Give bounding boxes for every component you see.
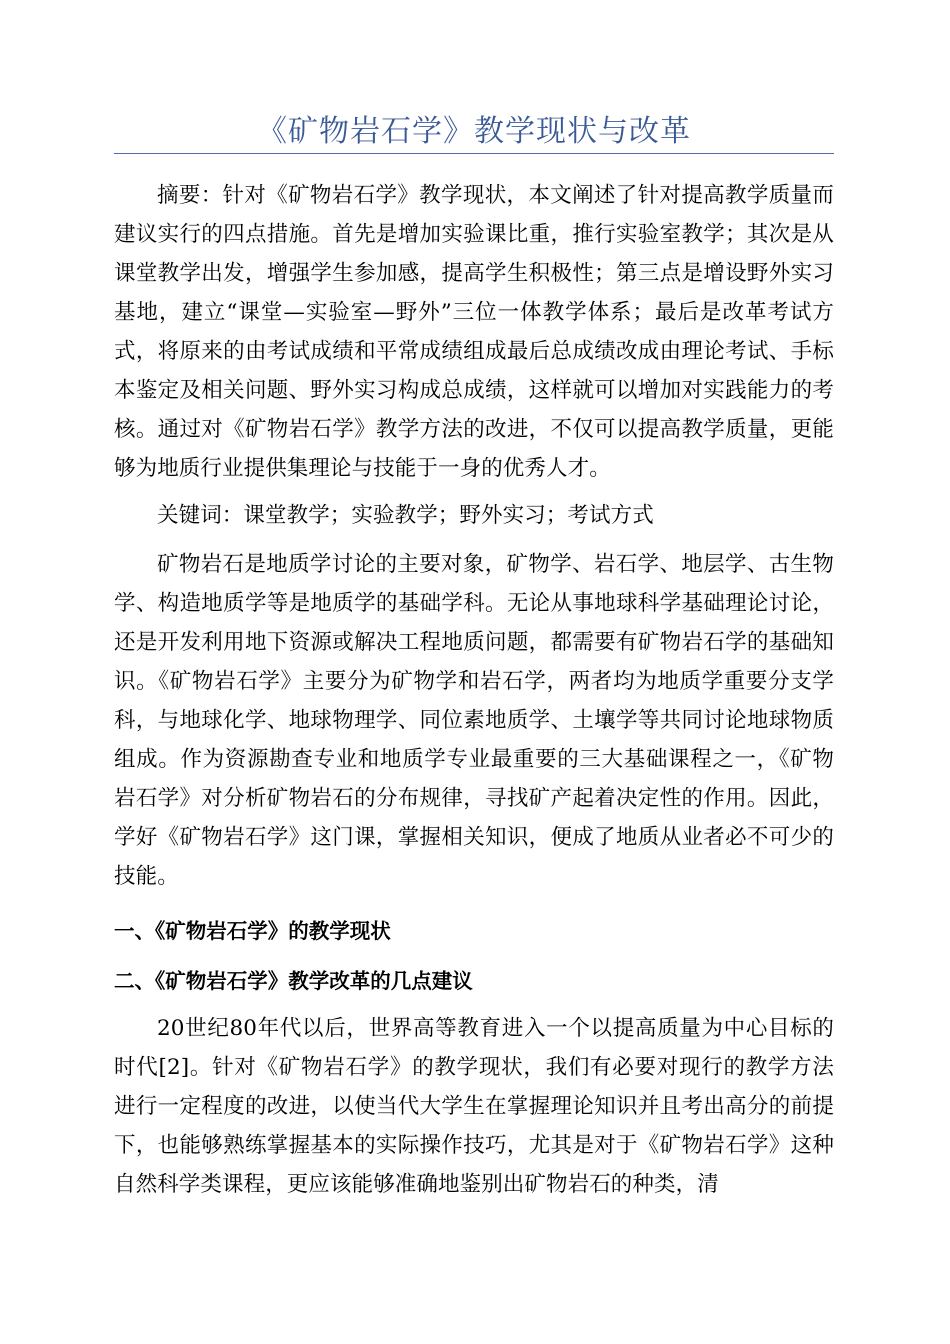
document-body [114, 176, 834, 1204]
abstract-paragraph: 摘要：针对《矿物岩石学》教学现状，本文阐述了针对提高教学质量而建议实行的四点措施。首先是增加实验课比重，推行实验室教学；其次是从课堂教学出发，增强学生参加感，提高学生积极性；第三点是增设野外实习基地，建立“课堂—实验室—野外”三位一体教学体系；最后是改革考试方式，将原来的由考试成绩和平常成绩组成最后总成绩改成由理论考试、手标本鉴定及相关问题、野外实习构成总成绩，这样就可以增加对实践能力的考核。通过对《矿物岩石学》教学方法的改进，不仅可以提高教学质量，更能够为地质行业提供集理论与技能于一身的优秀人才。 [114, 183, 834, 481]
section-heading-1: 一、《矿物岩石学》的教学现状 [114, 919, 391, 943]
intro-paragraph: 矿物岩石是地质学讨论的主要对象，矿物学、岩石学、地层学、古生物学、构造地质学等是地质学的基础学科。无论从事地球科学基础理论讨论，还是开发利用地下资源或解决工程地质问题，都需要有矿物岩石学的基础知识。《矿物岩石学》主要分为矿物学和岩石学，两者均为地质学重要分支学科，与地球化学、地球物理学、同位素地质学、土壤学等共同讨论地球物质组成。作为资源勘查专业和地质学专业最重要的三大基础课程之一，《矿物岩石学》对分析矿物岩石的分布规律，寻找矿产起着决定性的作用。因此，学好《矿物岩石学》这门课，掌握相关知识，便成了地质从业者必不可少的技能。 [114, 552, 834, 889]
title-underline [114, 153, 834, 154]
document-title: 《矿物岩石学》教学现状与改革 [257, 114, 691, 149]
section-heading-2: 二、《矿物岩石学》教学改革的几点建议 [114, 969, 473, 993]
section2-paragraph: 20世纪80年代以后，世界高等教育进入一个以提高质量为中心目标的时代[2]。针对《矿物岩石学》的教学现状，我们有必要对现行的教学方法进行一定程度的改进，以使当代大学生在掌握理论知识并且考出高分的前提下，也能够熟练掌握基本的实际操作技巧，尤其是对于《矿物岩石学》这种自然科学类课程，更应该能够准确地鉴别出矿物岩石的种类，清 [114, 1016, 834, 1197]
keywords-paragraph: 关键词：课堂教学；实验教学；野外实习；考试方式 [157, 503, 654, 528]
